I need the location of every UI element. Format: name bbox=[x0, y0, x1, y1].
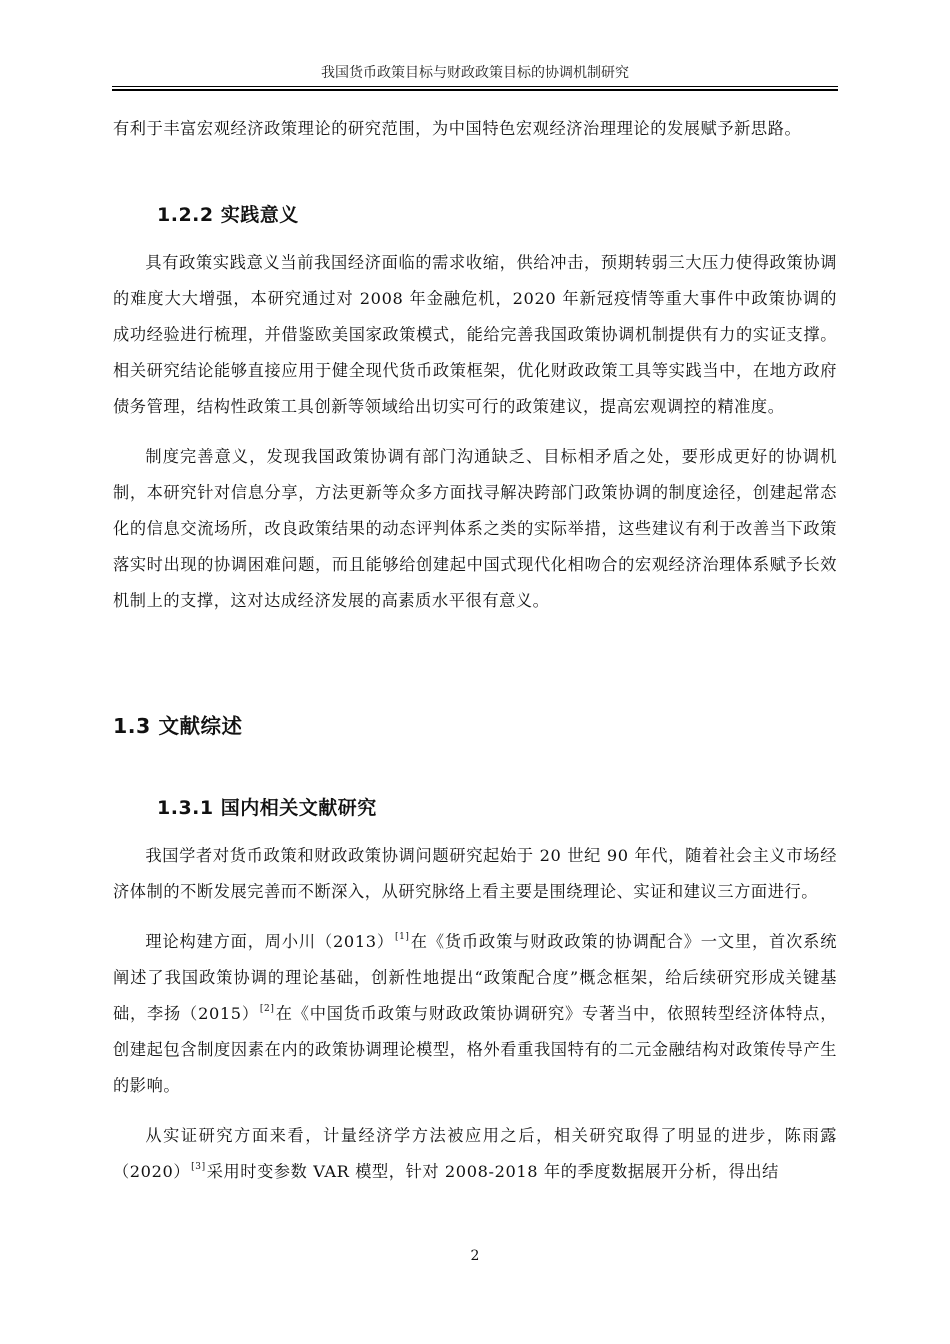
citation-ref-3[interactable]: [3] bbox=[191, 1162, 206, 1172]
text-run: 在《货币政策与财政政策的协调配合》一文里，首次系统阐述了我国政策协调的理论基础，创新性地提出“政策配合度”概念框架，给后续研究形成关键基础，李扬（2015） bbox=[113, 932, 838, 1023]
paragraph-institution: 制度完善意义，发现我国政策协调有部门沟通缺乏、目标相矛盾之处，要形成更好的协调机制，本研究针对信息分享，方法更新等众多方面找寻解决跨部门政策协调的制度途径，创建起常态化的信息交流场所，改良政策结果的动态评判体系之类的实际举措，这些建议有利于改善当下政策落实时出现的协调困难问题，而且能够给创建起中国式现代化相吻合的宏观经济治理体系赋予长效机制上的支撑，这对达成经济发展的高素质水平很有意义。 bbox=[113, 447, 837, 610]
page-number: 2 bbox=[470, 1248, 480, 1264]
paragraph-intro: 我国学者对货币政策和财政政策协调问题研究起始于 20 世纪 90 年代，随着社会主义市场经济体制的不断发展完善而不断深入，从研究脉络上看主要是围绕理论、实证和建议三方面进行。 bbox=[113, 846, 837, 901]
text-run: 理论构建方面，周小川（2013） bbox=[145, 932, 394, 951]
paragraph-theory bbox=[113, 924, 837, 1104]
paragraph-empirical bbox=[113, 1118, 837, 1190]
header-rule bbox=[112, 86, 838, 87]
paragraph-practice: 具有政策实践意义当前我国经济面临的需求收缩，供给冲击，预期转弱三大压力使得政策协调的难度大大增强，本研究通过对 2008 年金融危机，2020 年新冠疫情等重大事件中政策协调的成功经验进行梳理，并借鉴欧美国家政策模式，能给完善我国政策协调机制提供有力的实证支撑。相关研究结论能够直接应用于健全现代货币政策框架，优化财政政策工具等实践当中，在地方政府债务管理，结构性政策工具创新等领域给出切实可行的政策建议，提高宏观调控的精准度。 bbox=[113, 253, 837, 416]
text-run: 从实证研究方面来看，计量经济学方法被应用之后，相关研究取得了明显的进步，陈雨露（2020） bbox=[113, 1126, 837, 1181]
body-block-top bbox=[113, 111, 837, 147]
heading-1-3: 1.3 文献综述 bbox=[113, 714, 243, 738]
citation-ref-2[interactable]: [2] bbox=[259, 1004, 275, 1014]
heading-1-3-1: 1.3.1 国内相关文献研究 bbox=[157, 797, 377, 819]
text-run: 采用时变参数 VAR 模型，针对 2008-2018 年的季度数据展开分析，得出结 bbox=[206, 1162, 779, 1181]
running-header: 我国货币政策目标与财政政策目标的协调机制研究 bbox=[321, 65, 629, 81]
header-rule-thick bbox=[112, 89, 838, 91]
citation-ref-1[interactable]: [1] bbox=[394, 932, 410, 942]
body-block-literature bbox=[113, 838, 837, 1190]
paragraph-continued: 有利于丰富宏观经济政策理论的研究范围，为中国特色宏观经济治理理论的发展赋予新思路。 bbox=[113, 119, 802, 138]
text-run: 在《中国货币政策与财政政策协调研究》专著当中，依照转型经济体特点，创建起包含制度因素在内的政策协调理论模型，格外看重我国特有的二元金融结构对政策传导产生的影响。 bbox=[113, 1004, 837, 1095]
body-block-practice bbox=[113, 245, 837, 619]
heading-1-2-2: 1.2.2 实践意义 bbox=[157, 204, 299, 226]
